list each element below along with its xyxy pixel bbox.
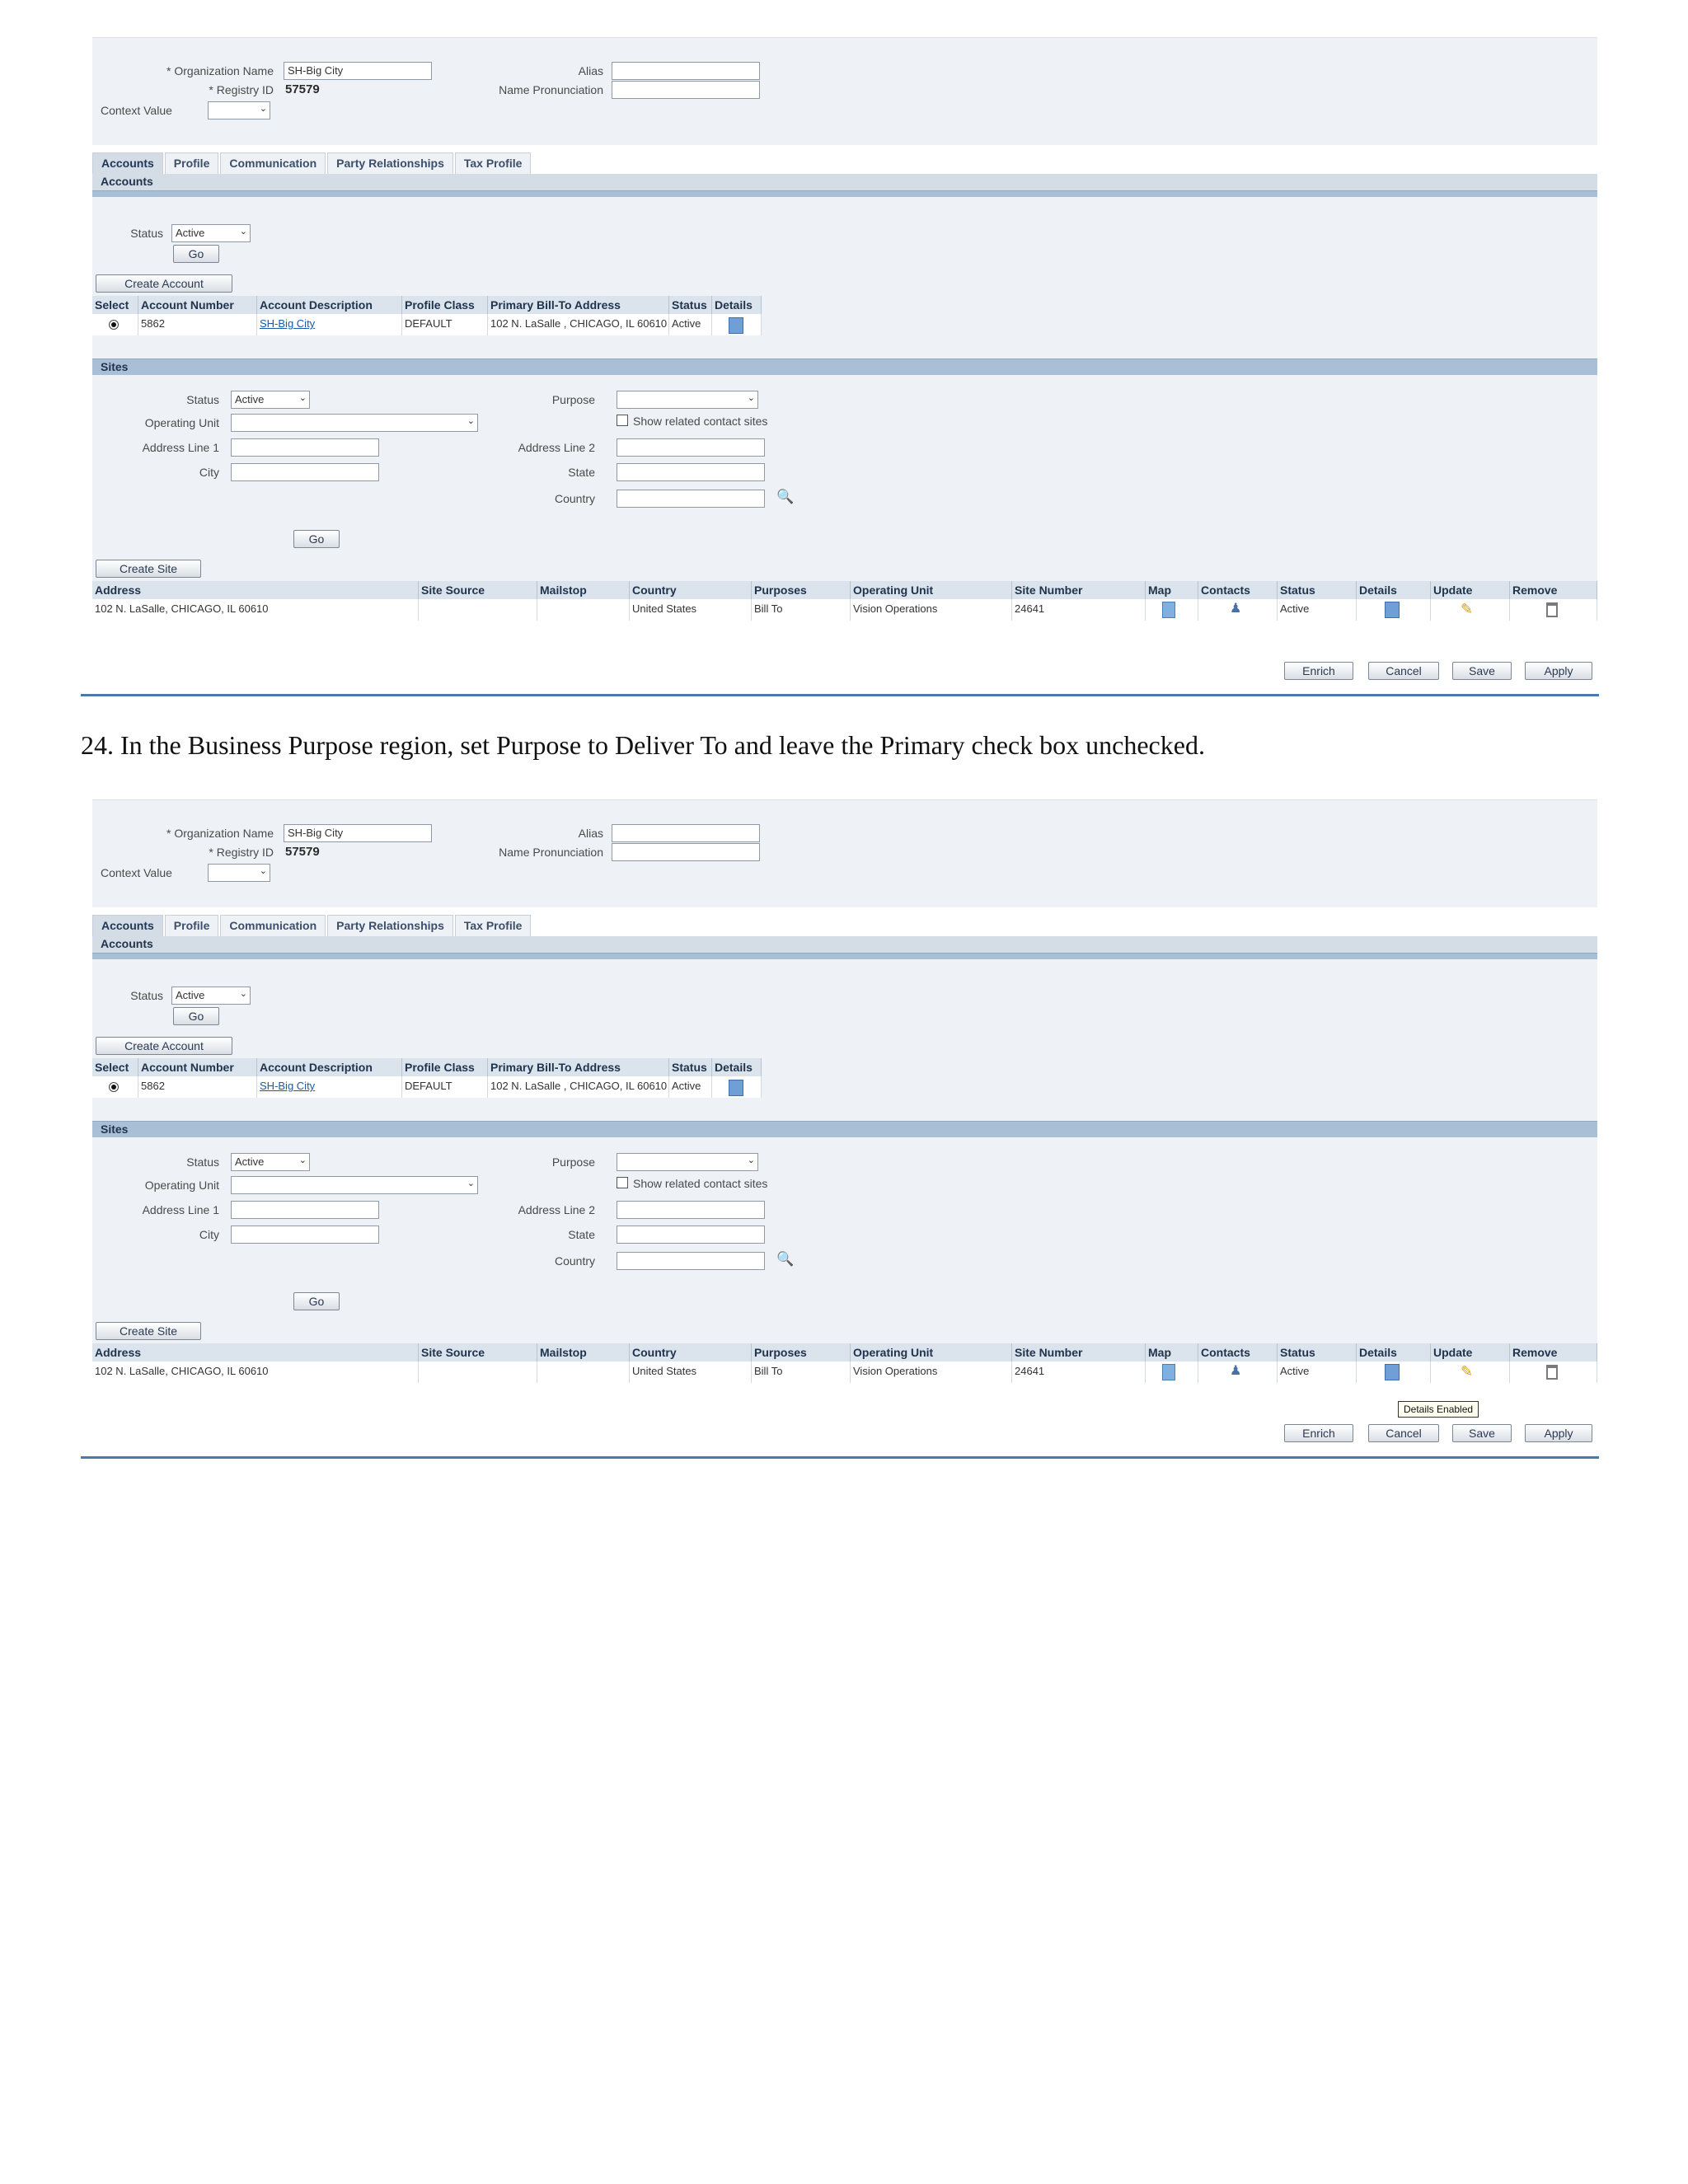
- context-value-select[interactable]: [208, 101, 270, 120]
- accounts-title: Accounts: [92, 174, 1597, 190]
- tab-communication[interactable]: Communication: [220, 915, 326, 936]
- contacts-icon[interactable]: ♟: [1230, 602, 1242, 616]
- details-icon[interactable]: [1385, 602, 1400, 618]
- context-value-select[interactable]: [208, 864, 270, 882]
- tab-communication[interactable]: Communication: [220, 152, 326, 174]
- sites-status-label: Status: [186, 393, 219, 406]
- site-address: 102 N. LaSalle, CHICAGO, IL 60610: [92, 599, 419, 621]
- sites-status-select[interactable]: Active ⌄: [231, 391, 310, 409]
- header-region: [92, 799, 1597, 907]
- contacts-icon[interactable]: ♟: [1230, 1364, 1242, 1378]
- site-status: Active: [1278, 1361, 1357, 1383]
- column-header: Site Source: [419, 1343, 537, 1361]
- sites-title: Sites: [92, 359, 1597, 375]
- city-input[interactable]: [231, 463, 379, 481]
- accounts-status-select[interactable]: Active ⌄: [171, 987, 251, 1005]
- enrich-button[interactable]: Enrich: [1284, 662, 1353, 680]
- column-header: Site Source: [419, 581, 537, 599]
- city-label: City: [199, 466, 219, 479]
- column-header: Remove: [1510, 1343, 1597, 1361]
- account-number: 5862: [138, 1076, 257, 1098]
- name-pronunciation-label: Name Pronunciation: [499, 846, 603, 859]
- details-icon[interactable]: [1385, 1364, 1400, 1380]
- country-input[interactable]: [617, 1252, 765, 1270]
- column-header: Primary Bill-To Address: [488, 296, 669, 314]
- sites-panel: [92, 375, 1597, 602]
- chevron-down-icon: ⌄: [259, 104, 267, 114]
- country-input[interactable]: [617, 490, 765, 508]
- update-cell: [1431, 599, 1510, 621]
- address-line-2-label: Address Line 2: [518, 441, 595, 454]
- details-cell: [712, 314, 762, 335]
- column-header: Account Description: [257, 1058, 402, 1076]
- column-header: Details: [712, 296, 762, 314]
- country-label: Country: [554, 492, 595, 505]
- column-header: Select: [92, 1058, 138, 1076]
- cancel-button[interactable]: Cancel: [1368, 1424, 1439, 1442]
- column-header: Remove: [1510, 581, 1597, 599]
- accounts-go-button[interactable]: Go: [173, 1007, 219, 1025]
- enrich-button[interactable]: Enrich: [1284, 1424, 1353, 1442]
- select-cell: [92, 314, 138, 335]
- purpose-label: Purpose: [551, 393, 595, 406]
- column-header: Status: [669, 296, 712, 314]
- screenshot-2: [81, 799, 1599, 1467]
- map-icon[interactable]: [1162, 602, 1175, 618]
- sites-go-button[interactable]: Go: [293, 530, 340, 548]
- sites-title: Sites: [92, 1121, 1597, 1137]
- column-header: Status: [1278, 1343, 1357, 1361]
- column-header: Profile Class: [402, 1058, 488, 1076]
- site-operating-unit: Vision Operations: [851, 1361, 1012, 1383]
- create-account-button[interactable]: Create Account: [96, 274, 232, 293]
- create-account-button[interactable]: Create Account: [96, 1037, 232, 1055]
- site-country: United States: [630, 1361, 752, 1383]
- header-region: [92, 37, 1597, 145]
- sites-panel: [92, 1137, 1597, 1365]
- site-country: United States: [630, 599, 752, 621]
- search-icon[interactable]: 🔍: [776, 1251, 795, 1267]
- accounts-status-label: Status: [130, 227, 163, 240]
- create-site-button[interactable]: Create Site: [96, 560, 201, 578]
- purpose-label: Purpose: [551, 1155, 595, 1169]
- tab-profile[interactable]: Profile: [165, 152, 219, 174]
- contacts-cell: [1198, 1361, 1278, 1383]
- chevron-down-icon: ⌄: [298, 393, 307, 403]
- column-header: Operating Unit: [851, 1343, 1012, 1361]
- column-header: Country: [630, 581, 752, 599]
- purpose-select[interactable]: [617, 1153, 758, 1171]
- tab-accounts[interactable]: Accounts: [92, 915, 163, 936]
- tab-tax-profile[interactable]: Tax Profile: [455, 915, 532, 936]
- account-status: Active: [669, 1076, 712, 1098]
- name-pronunciation-label: Name Pronunciation: [499, 83, 603, 96]
- column-header: Country: [630, 1343, 752, 1361]
- tab-bar: [92, 152, 532, 174]
- chevron-down-icon: ⌄: [467, 1179, 475, 1188]
- column-header: Account Description: [257, 296, 402, 314]
- primary-bill-to-address: 102 N. LaSalle , CHICAGO, IL 60610: [488, 314, 669, 335]
- remove-cell: [1510, 599, 1597, 621]
- operating-unit-label: Operating Unit: [144, 416, 219, 429]
- state-label: State: [568, 466, 595, 479]
- site-mailstop: [537, 599, 630, 621]
- column-header: Contacts: [1198, 581, 1278, 599]
- save-button[interactable]: Save: [1452, 662, 1512, 680]
- chevron-down-icon: ⌄: [747, 393, 755, 403]
- cancel-button[interactable]: Cancel: [1368, 662, 1439, 680]
- site-source: [419, 1361, 537, 1383]
- address-line-1-input[interactable]: [231, 1201, 379, 1219]
- map-icon[interactable]: [1162, 1364, 1175, 1380]
- address-line-1-label: Address Line 1: [142, 441, 219, 454]
- tab-party-relationships[interactable]: Party Relationships: [327, 915, 453, 936]
- country-label: Country: [554, 1254, 595, 1268]
- show-related-contact-sites-checkbox[interactable]: [617, 1177, 628, 1188]
- column-header: Contacts: [1198, 1343, 1278, 1361]
- column-header: Account Number: [138, 1058, 257, 1076]
- column-header: Site Number: [1012, 581, 1146, 599]
- column-header: Primary Bill-To Address: [488, 1058, 669, 1076]
- column-header: Address: [92, 581, 419, 599]
- column-header: Status: [669, 1058, 712, 1076]
- accounts-status-label: Status: [130, 989, 163, 1002]
- update-cell: [1431, 1361, 1510, 1383]
- address-line-1-input[interactable]: [231, 438, 379, 457]
- column-header: Site Number: [1012, 1343, 1146, 1361]
- site-purposes: Bill To: [752, 599, 851, 621]
- site-operating-unit: Vision Operations: [851, 599, 1012, 621]
- account-number: 5862: [138, 314, 257, 335]
- show-related-contact-sites-checkbox[interactable]: [617, 415, 628, 426]
- save-button[interactable]: Save: [1452, 1424, 1512, 1442]
- column-header: Mailstop: [537, 581, 630, 599]
- column-header: Profile Class: [402, 296, 488, 314]
- city-label: City: [199, 1228, 219, 1241]
- org-name-input[interactable]: SH-Big City: [284, 62, 432, 80]
- select-cell: [92, 1076, 138, 1098]
- details-tooltip: Details Enabled: [1398, 1401, 1479, 1418]
- profile-class: DEFAULT: [402, 314, 488, 335]
- name-pronunciation-input[interactable]: [612, 843, 760, 861]
- remove-cell: [1510, 1361, 1597, 1383]
- accounts-title: Accounts: [92, 936, 1597, 953]
- sites-status-select[interactable]: Active ⌄: [231, 1153, 310, 1171]
- tab-profile[interactable]: Profile: [165, 915, 219, 936]
- column-header: Operating Unit: [851, 581, 1012, 599]
- show-related-contact-sites-label: Show related contact sites: [633, 1177, 768, 1190]
- update-icon[interactable]: ✎: [1461, 1363, 1474, 1380]
- site-source: [419, 599, 537, 621]
- update-icon[interactable]: ✎: [1461, 601, 1474, 617]
- site-details-cell: [1357, 599, 1431, 621]
- site-details-cell: [1357, 1361, 1431, 1383]
- details-icon[interactable]: [729, 1080, 743, 1096]
- tab-party-relationships[interactable]: Party Relationships: [327, 152, 453, 174]
- account-status: Active: [669, 314, 712, 335]
- operating-unit-label: Operating Unit: [144, 1179, 219, 1192]
- tab-accounts[interactable]: Accounts: [92, 152, 163, 174]
- select-radio[interactable]: [109, 1082, 119, 1092]
- create-site-button[interactable]: Create Site: [96, 1322, 201, 1340]
- column-header: Purposes: [752, 1343, 851, 1361]
- column-header: Details: [1357, 1343, 1431, 1361]
- org-name-input[interactable]: SH-Big City: [284, 824, 432, 842]
- address-line-1-label: Address Line 1: [142, 1203, 219, 1216]
- site-mailstop: [537, 1361, 630, 1383]
- registry-id-value: 57579: [285, 82, 320, 96]
- alias-input[interactable]: [612, 824, 760, 842]
- accounts-go-button[interactable]: Go: [173, 245, 219, 263]
- column-header: Details: [712, 1058, 762, 1076]
- details-cell: [712, 1076, 762, 1098]
- map-cell: [1146, 1361, 1198, 1383]
- account-description-link[interactable]: SH-Big City: [257, 314, 402, 335]
- bottom-rule: [81, 1456, 1599, 1459]
- site-number: 24641: [1012, 1361, 1146, 1383]
- search-icon[interactable]: 🔍: [776, 489, 795, 504]
- site-number: 24641: [1012, 599, 1146, 621]
- org-name-label: * Organization Name: [166, 827, 274, 840]
- contacts-cell: [1198, 599, 1278, 621]
- column-header: Map: [1146, 1343, 1198, 1361]
- column-header: Account Number: [138, 296, 257, 314]
- chevron-down-icon: ⌄: [239, 989, 247, 999]
- accounts-bar: [92, 190, 1597, 197]
- column-header: Purposes: [752, 581, 851, 599]
- column-header: Map: [1146, 581, 1198, 599]
- screenshot-1: [81, 37, 1599, 705]
- alias-label: Alias: [578, 64, 603, 77]
- remove-icon[interactable]: [1546, 602, 1558, 617]
- address-line-2-input[interactable]: [617, 438, 765, 457]
- select-radio[interactable]: [109, 320, 119, 330]
- column-header: Mailstop: [537, 1343, 630, 1361]
- city-input[interactable]: [231, 1226, 379, 1244]
- instruction-step: 24. In the Business Purpose region, set Purpose to Deliver To and leave the Primary check box unchecked.: [81, 730, 1205, 760]
- accounts-bar: [92, 953, 1597, 959]
- sites-go-button[interactable]: Go: [293, 1292, 340, 1310]
- state-label: State: [568, 1228, 595, 1241]
- primary-bill-to-address: 102 N. LaSalle , CHICAGO, IL 60610: [488, 1076, 669, 1098]
- site-purposes: Bill To: [752, 1361, 851, 1383]
- org-name-label: * Organization Name: [166, 64, 274, 77]
- map-cell: [1146, 599, 1198, 621]
- column-header: Status: [1278, 581, 1357, 599]
- chevron-down-icon: ⌄: [259, 866, 267, 876]
- chevron-down-icon: ⌄: [467, 416, 475, 426]
- bottom-rule: [81, 694, 1599, 696]
- operating-unit-select[interactable]: [231, 414, 478, 432]
- purpose-select[interactable]: [617, 391, 758, 409]
- apply-button[interactable]: Apply: [1525, 662, 1592, 680]
- context-value-label: Context Value: [101, 866, 172, 879]
- profile-class: DEFAULT: [402, 1076, 488, 1098]
- column-header: Details: [1357, 581, 1431, 599]
- alias-label: Alias: [578, 827, 603, 840]
- registry-id-value: 57579: [285, 845, 320, 859]
- address-line-2-input[interactable]: [617, 1201, 765, 1219]
- registry-id-label: * Registry ID: [209, 846, 274, 859]
- sites-status-label: Status: [186, 1155, 219, 1169]
- context-value-label: Context Value: [101, 104, 172, 117]
- column-header: Update: [1431, 1343, 1510, 1361]
- column-header: Select: [92, 296, 138, 314]
- tab-tax-profile[interactable]: Tax Profile: [455, 152, 532, 174]
- details-icon[interactable]: [729, 317, 743, 334]
- account-description-link[interactable]: SH-Big City: [257, 1076, 402, 1098]
- operating-unit-select[interactable]: [231, 1176, 478, 1194]
- chevron-down-icon: ⌄: [298, 1155, 307, 1165]
- state-input[interactable]: [617, 1226, 765, 1244]
- chevron-down-icon: ⌄: [239, 227, 247, 237]
- site-address: 102 N. LaSalle, CHICAGO, IL 60610: [92, 1361, 419, 1383]
- name-pronunciation-input[interactable]: [612, 81, 760, 99]
- address-line-2-label: Address Line 2: [518, 1203, 595, 1216]
- remove-icon[interactable]: [1546, 1365, 1558, 1380]
- accounts-status-select[interactable]: Active ⌄: [171, 224, 251, 242]
- column-header: Update: [1431, 581, 1510, 599]
- chevron-down-icon: ⌄: [747, 1155, 755, 1165]
- site-status: Active: [1278, 599, 1357, 621]
- column-header: Address: [92, 1343, 419, 1361]
- apply-button[interactable]: Apply: [1525, 1424, 1592, 1442]
- tab-bar: [92, 915, 532, 936]
- registry-id-label: * Registry ID: [209, 83, 274, 96]
- show-related-contact-sites-label: Show related contact sites: [633, 415, 768, 428]
- alias-input[interactable]: [612, 62, 760, 80]
- state-input[interactable]: [617, 463, 765, 481]
